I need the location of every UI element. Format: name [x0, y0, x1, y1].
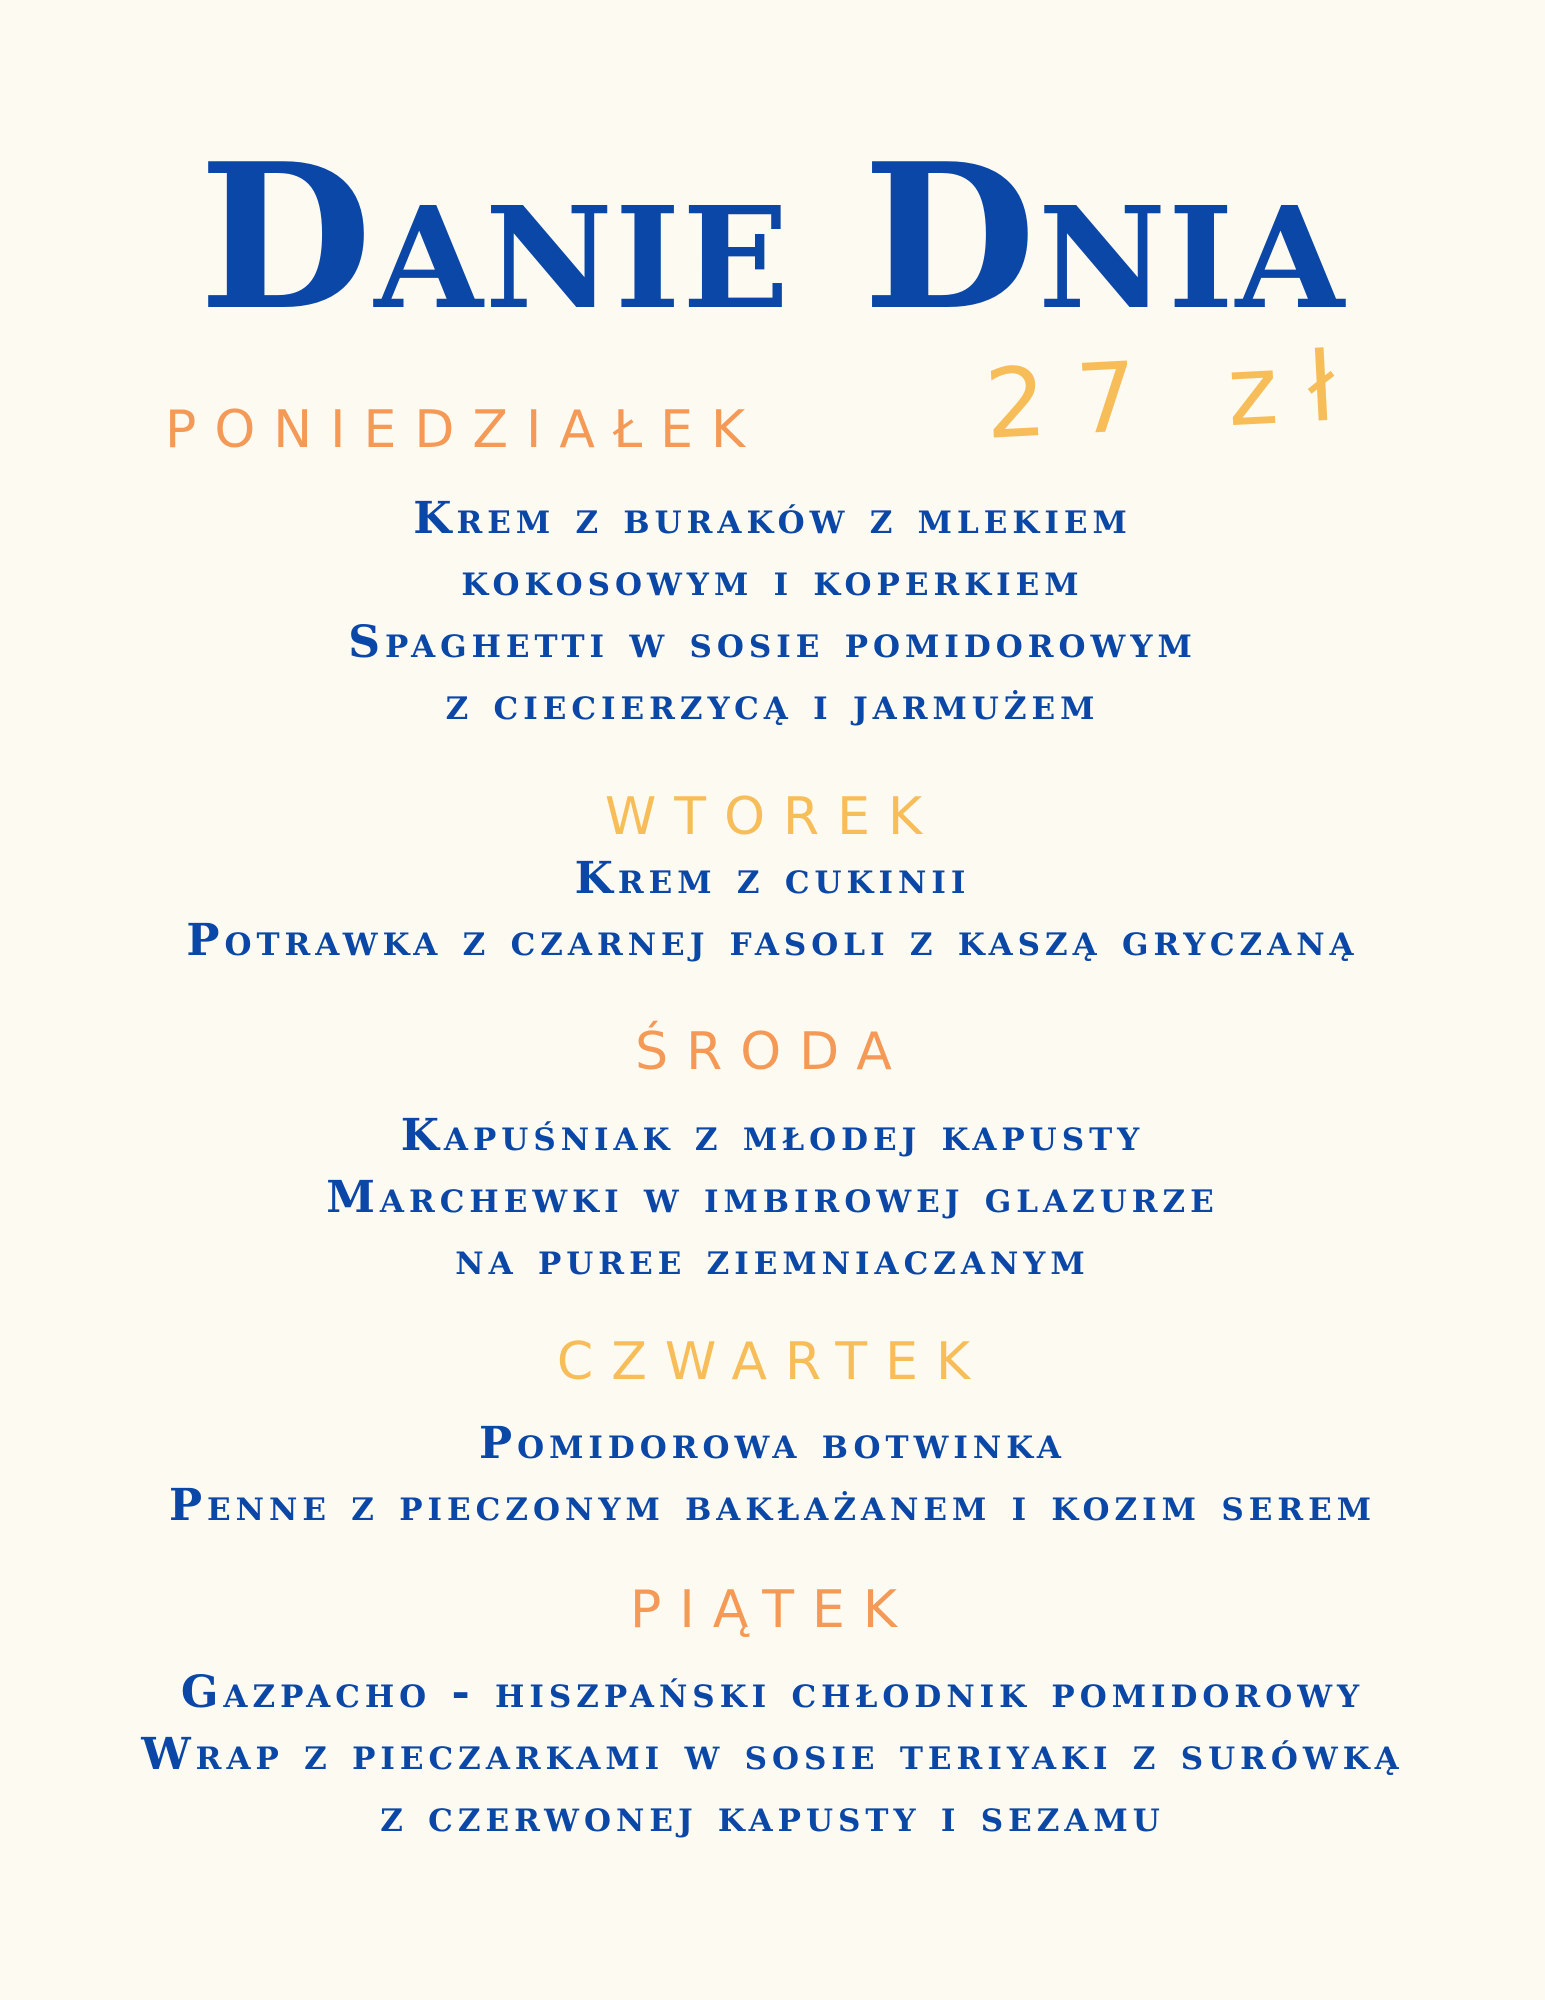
dish-line: z ciecierzycą i jarmużem [445, 679, 1100, 730]
dish-line: Kapuśniak z młodej kapusty [400, 1110, 1145, 1161]
dish-list-tuesday [0, 848, 1545, 972]
dish-line: Krem z cukinii [574, 853, 971, 904]
dish-list-wednesday [0, 1105, 1545, 1291]
dish-list-friday [0, 1662, 1545, 1848]
dish-line: Marchewki w imbirowej glazurze [326, 1172, 1219, 1223]
page-title: Danie Dnia [198, 120, 1347, 355]
dish-line: Gazpacho - hiszpański chłodnik pomidorowy [180, 1667, 1365, 1718]
dish-line: Krem z buraków z mlekiem [413, 493, 1132, 544]
dish-line: kokosowym i koperkiem [461, 555, 1084, 606]
dish-line: z czerwonej kapusty i sezamu [380, 1791, 1165, 1842]
dish-line: Spaghetti w sosie pomidorowym [348, 617, 1197, 668]
dish-line: Penne z pieczonym bakłażanem i kozim serem [168, 1480, 1377, 1531]
day-heading-thursday: CZWARTEK [556, 1332, 989, 1392]
price-label: 27 zł [982, 329, 1368, 461]
day-heading-tuesday: WTOREK [604, 787, 941, 847]
dish-line: na puree ziemniaczanym [455, 1234, 1090, 1285]
dish-list-monday [0, 488, 1545, 736]
dish-line: Wrap z pieczarkami w sosie teriyaki z surówką [141, 1729, 1404, 1780]
day-heading-friday: PIĄTEK [630, 1580, 915, 1640]
dish-list-thursday [0, 1413, 1545, 1537]
dish-line: Pomidorowa botwinka [478, 1418, 1066, 1469]
day-heading-wednesday: ŚRODA [635, 1022, 910, 1082]
day-heading-monday: PONIEDZIAŁEK [165, 400, 764, 460]
dish-line: Potrawka z czarnej fasoli z kaszą gryczaną [186, 915, 1359, 966]
